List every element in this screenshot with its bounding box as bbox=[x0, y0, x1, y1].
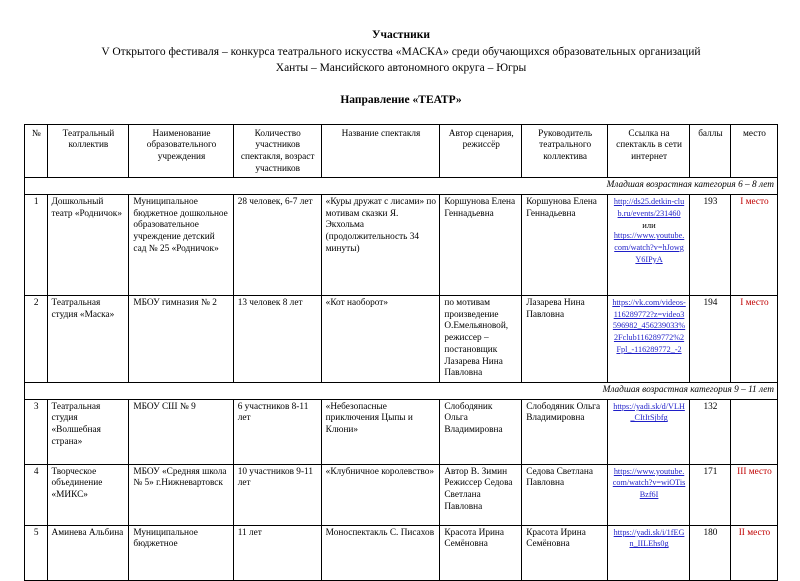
category-row-младшая-9-11 bbox=[25, 382, 778, 399]
row-participants: 6 участников 8-11 лет bbox=[233, 399, 321, 464]
row-place: I место bbox=[730, 195, 777, 296]
header-leader: Руководитель театрального коллектива bbox=[522, 124, 608, 178]
header-team: Театральный коллектив bbox=[47, 124, 129, 178]
header-place: место bbox=[730, 124, 777, 178]
performance-link[interactable]: https://www.youtube.com/watch?v=wiOTisBzf6I bbox=[612, 466, 686, 500]
row-team: Театральная студия «Волшебная страна» bbox=[47, 399, 129, 464]
row-link-cell bbox=[608, 296, 690, 383]
row-leader: Лазарева Нина Павловна bbox=[522, 296, 608, 383]
row-leader: Седова Светлана Павловна bbox=[522, 464, 608, 525]
table-row bbox=[25, 464, 778, 525]
row-score: 180 bbox=[689, 525, 730, 580]
row-play: «Куры дружат с лисами» по мотивам сказки Я. Экхольма (продолжительность 34 минуты) bbox=[321, 195, 440, 296]
table-row bbox=[25, 296, 778, 383]
row-play: Моноспектакль С. Писахов bbox=[321, 525, 440, 580]
document-section-heading: Направление «ТЕАТР» bbox=[340, 93, 462, 106]
row-participants: 10 участников 9-11 лет bbox=[233, 464, 321, 525]
document-subtitle-line-1: V Открытого фестиваля – конкурса театрального искусства «МАСКА» среди обучающихся образовательных организаций bbox=[101, 45, 701, 58]
row-score: 132 bbox=[689, 399, 730, 464]
row-number: 2 bbox=[25, 296, 48, 383]
row-participants: 13 человек 8 лет bbox=[233, 296, 321, 383]
row-score: 171 bbox=[689, 464, 730, 525]
header-number: № bbox=[25, 124, 48, 178]
row-author: Коршунова Елена Геннадьевна bbox=[440, 195, 522, 296]
row-institution: Муниципальное бюджетное дошкольное образовательное учреждение детский сад № 25 «Родничок» bbox=[129, 195, 233, 296]
row-number: 5 bbox=[25, 525, 48, 580]
row-author: по мотивам произведение О.Емельяновой, режиссер – постановщик Лазарева Нина Павловна bbox=[440, 296, 522, 383]
category-label: Младшая возрастная категория 9 – 11 лет bbox=[25, 382, 778, 399]
page-title: Участники bbox=[372, 29, 430, 41]
row-leader: Коршунова Елена Геннадьевна bbox=[522, 195, 608, 296]
category-row-младшая-6-8 bbox=[25, 178, 778, 195]
performance-link[interactable]: https://yadi.sk/i/1fEGn_IILEhs0g bbox=[613, 527, 685, 549]
row-team: Театральная студия «Маска» bbox=[47, 296, 129, 383]
row-institution: МБОУ гимназия № 2 bbox=[129, 296, 233, 383]
header-link: Ссылка на спектакль в сети интернет bbox=[608, 124, 690, 178]
row-author: Красота Ирина Семёновна bbox=[440, 525, 522, 580]
header-play: Название спектакля bbox=[321, 124, 440, 178]
header-participants: Количество участников спектакля, возраст участников bbox=[233, 124, 321, 178]
row-score: 193 bbox=[689, 195, 730, 296]
row-number: 4 bbox=[25, 464, 48, 525]
table-row bbox=[25, 399, 778, 464]
table-body bbox=[25, 178, 778, 580]
row-institution: МБОУ «Средняя школа № 5» г.Нижневартовск bbox=[129, 464, 233, 525]
row-play: «Кот наоборот» bbox=[321, 296, 440, 383]
header-score: баллы bbox=[689, 124, 730, 178]
table-header-row bbox=[25, 124, 778, 178]
row-leader: Слободяник Ольга Владимировна bbox=[522, 399, 608, 464]
table-row bbox=[25, 195, 778, 296]
category-label: Младшая возрастная категория 6 – 8 лет bbox=[25, 178, 778, 195]
row-link-cell bbox=[608, 525, 690, 580]
row-team: Аминева Альбина bbox=[47, 525, 129, 580]
row-place bbox=[730, 399, 777, 464]
performance-link-alt[interactable]: https://www.youtube.com/watch?v=hJowgY6IPyA bbox=[613, 231, 685, 264]
row-play: «Небезопасные приключения Цыпы и Клюни» bbox=[321, 399, 440, 464]
row-link-cell bbox=[608, 464, 690, 525]
table-row bbox=[25, 525, 778, 580]
row-place: II место bbox=[730, 525, 777, 580]
row-score: 194 bbox=[689, 296, 730, 383]
row-participants: 28 человек, 6-7 лет bbox=[233, 195, 321, 296]
row-link-cell bbox=[608, 399, 690, 464]
row-team: Творческое объединение «МИКС» bbox=[47, 464, 129, 525]
row-place: I место bbox=[730, 296, 777, 383]
row-leader: Красота Ирина Семёновна bbox=[522, 525, 608, 580]
header-author: Автор сценария, режиссёр bbox=[440, 124, 522, 178]
row-play: «Клубничное королевство» bbox=[321, 464, 440, 525]
document-subtitle-line-2: Ханты – Мансийского автономного округа – Югры bbox=[275, 62, 527, 75]
row-link-cell bbox=[608, 195, 690, 296]
performance-link[interactable]: https://vk.com/videos-116289772?z=video3596982_456239033%2Fclub116289772%2Fpl_-116289772_-2 bbox=[612, 298, 686, 354]
participants-table bbox=[24, 124, 778, 581]
row-institution: Муниципальное бюджетное bbox=[129, 525, 233, 580]
link-separator: или bbox=[642, 220, 656, 231]
performance-link[interactable]: https://yadi.sk/d/VLH_CItItSjbfg bbox=[613, 401, 685, 423]
row-participants: 11 лет bbox=[233, 525, 321, 580]
row-author: Автор В. Зимин Режиссер Седова Светлана Павловна bbox=[440, 464, 522, 525]
performance-link[interactable]: http://ds25.detkin-club.ru/events/231460 bbox=[613, 197, 685, 218]
row-number: 3 bbox=[25, 399, 48, 464]
row-place: III место bbox=[730, 464, 777, 525]
header-institution: Наименование образовательного учреждения bbox=[129, 124, 233, 178]
row-team: Дошкольный театр «Родничок» bbox=[47, 195, 129, 296]
row-author: Слободяник Ольга Владимировна bbox=[440, 399, 522, 464]
table-header bbox=[25, 124, 778, 178]
row-institution: МБОУ СШ № 9 bbox=[129, 399, 233, 464]
row-number: 1 bbox=[25, 195, 48, 296]
